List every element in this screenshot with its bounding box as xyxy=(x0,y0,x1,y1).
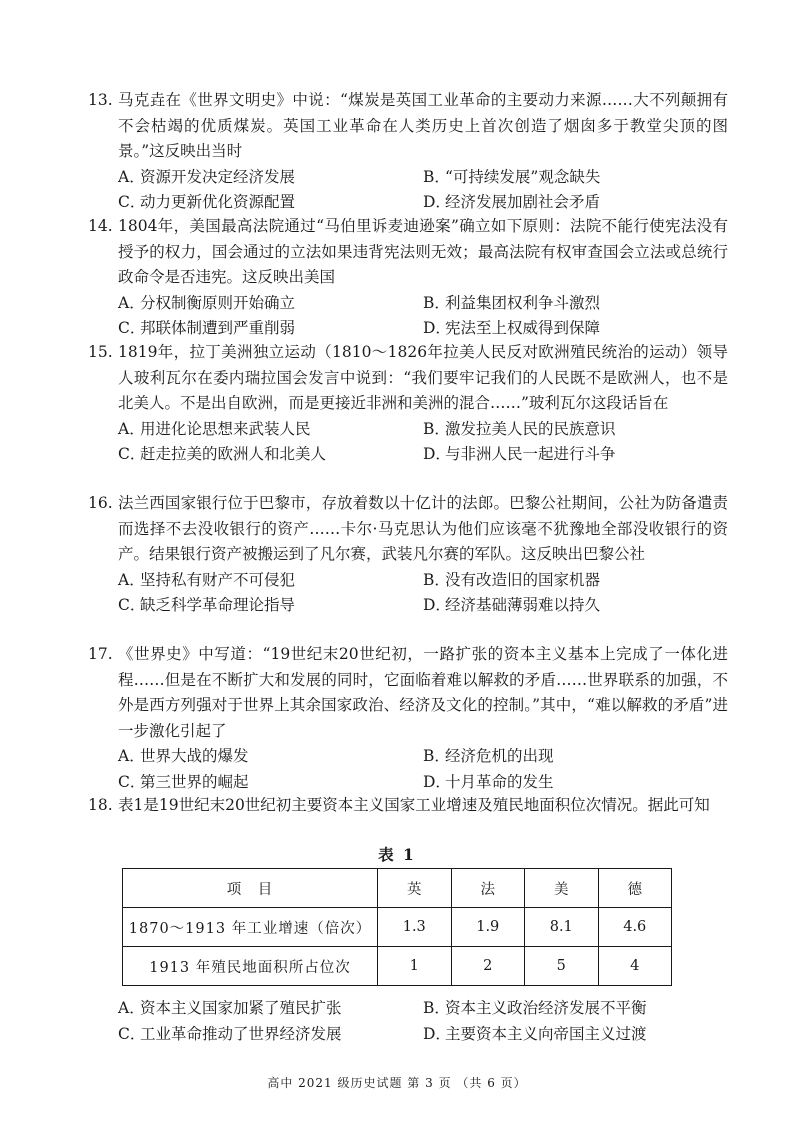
option-c[interactable]: C．工业革命推动了世界经济发展 xyxy=(118,1024,342,1043)
question-text: 法兰西国家银行位于巴黎市，存放着数以十亿计的法郎。巴黎公社期间，公社为防备遣责而选择不去没收银行的资产……卡尔·马克思认为他们应该毫不犹豫地全部没收银行的资产。结果银行资产被搬运到了凡尔赛，武装凡尔赛的军队。这反映出巴黎公社 xyxy=(118,494,728,563)
question-stem xyxy=(88,793,728,819)
page-footer: 高中 2021 级历史试题 第 3 页 （共 6 页） xyxy=(267,1076,527,1090)
table-header-cell: 英 xyxy=(378,869,452,908)
option-b[interactable]: B．资本主义政治经济发展不平衡 xyxy=(423,999,647,1017)
option-d[interactable]: D．经济发展加剧社会矛盾 xyxy=(423,193,601,211)
options xyxy=(88,417,728,468)
options xyxy=(88,291,728,342)
option-b[interactable]: B．激发拉美人民的民族意识 xyxy=(423,419,616,438)
table-header-cell: 美 xyxy=(525,869,599,908)
question-text: 1819年，拉丁美洲独立运动（1810～1826年拉美人民反对欧洲殖民统治的运动）领导人玻利瓦尔在委内瑞拉国会发言中说到：“我们要牢记我们的人民既不是欧洲人，也不是北美人。不是出自欧洲，而是更接近非洲和美洲的混合……”玻利瓦尔这段话旨在 xyxy=(118,343,728,412)
question-number: 18. xyxy=(88,796,113,814)
option-a[interactable]: A．世界大战的爆发 xyxy=(118,747,249,765)
table-cell: 1870～1913 年工业增速（倍次） xyxy=(123,908,378,947)
option-d[interactable]: D．经济基础薄弱难以持久 xyxy=(423,596,601,614)
option-a[interactable]: A．分权制衡原则开始确立 xyxy=(118,293,296,312)
table-cell: 1913 年殖民地面积所占位次 xyxy=(123,947,378,986)
option-b[interactable]: B．经济危机的出现 xyxy=(423,747,554,765)
question-stem xyxy=(88,340,728,417)
question-stem xyxy=(88,491,728,568)
table-title: 表 1 xyxy=(378,845,416,864)
option-c[interactable]: C．第三世界的崛起 xyxy=(118,772,249,791)
question-18-options xyxy=(88,996,728,1047)
table-cell: 1 xyxy=(378,947,452,986)
option-c[interactable]: C．缺乏科学革命理论指导 xyxy=(118,596,296,614)
option-b[interactable]: B．“可持续发展”观念缺失 xyxy=(423,167,601,186)
table-cell: 4 xyxy=(598,947,672,986)
table-cell: 2 xyxy=(451,947,525,986)
question-17 xyxy=(88,642,728,795)
option-a[interactable]: A．资源开发决定经济发展 xyxy=(118,167,296,186)
question-number: 14. xyxy=(88,217,113,235)
question-number: 15. xyxy=(88,343,113,361)
table-row xyxy=(123,908,672,947)
table-cell: 5 xyxy=(525,947,599,986)
table-header-cell: 德 xyxy=(598,869,672,908)
table-row xyxy=(123,947,672,986)
option-b[interactable]: B．没有改造旧的国家机器 xyxy=(423,570,601,589)
question-stem xyxy=(88,214,728,291)
table-cell: 1.9 xyxy=(451,908,525,947)
option-a[interactable]: A．坚持私有财产不可侵犯 xyxy=(118,570,296,589)
option-c[interactable]: C．赶走拉美的欧洲人和北美人 xyxy=(118,445,327,463)
option-d[interactable]: D．十月革命的发生 xyxy=(423,772,554,791)
table-cell: 1.3 xyxy=(378,908,452,947)
question-text: 表1是19世纪末20世纪初主要资本主义国家工业增速及殖民地面积位次情况。据此可知 xyxy=(118,796,710,814)
question-text: 《世界史》中写道：“19世纪末20世纪初，一路扩张的资本主义基本上完成了一体化进程……但是在不断扩大和发展的同时，它面临着难以解救的矛盾……世界联系的加强，不外是西方列强对于世界上其余国家政治、经济及文化的控制。”其中，“难以解救的矛盾”进一步激化引起了 xyxy=(118,645,728,740)
options xyxy=(88,744,728,795)
table-cell: 4.6 xyxy=(598,908,672,947)
option-d[interactable]: D．与非洲人民一起进行斗争 xyxy=(423,445,616,463)
table-cell: 8.1 xyxy=(525,908,599,947)
options xyxy=(88,996,728,1047)
option-a[interactable]: A．资本主义国家加紧了殖民扩张 xyxy=(118,999,342,1017)
option-c[interactable]: C．邦联体制遭到严重削弱 xyxy=(118,319,296,337)
question-text: 1804年，美国最高法院通过“马伯里诉麦迪逊案”确立如下原则：法院不能行使宪法没有授予的权力，国会通过的立法如果违背宪法则无效；最高法院有权审查国会立法或总统行政命令是否违宪。这反映出美国 xyxy=(118,217,728,286)
question-number: 16. xyxy=(88,494,113,512)
question-number: 17. xyxy=(88,645,113,663)
question-text: 马克垚在《世界文明史》中说：“煤炭是英国工业革命的主要动力来源……大不列颠拥有不会枯竭的优质煤炭。英国工业革命在人类历史上首次创造了烟囱多于教堂尖顶的图景。”这反映出当时 xyxy=(118,91,728,160)
options xyxy=(88,568,728,619)
question-number: 13. xyxy=(88,91,113,109)
question-13 xyxy=(88,88,728,216)
table-header-cell: 法 xyxy=(451,869,525,908)
option-b[interactable]: B．利益集团权利争斗激烈 xyxy=(423,293,601,312)
question-stem xyxy=(88,642,728,744)
question-stem xyxy=(88,88,728,165)
question-18 xyxy=(88,793,728,819)
question-15 xyxy=(88,340,728,468)
question-16 xyxy=(88,491,728,619)
option-d[interactable]: D．宪法至上权威得到保障 xyxy=(423,319,601,337)
data-table xyxy=(122,868,672,986)
options xyxy=(88,165,728,216)
table-header-row xyxy=(123,869,672,908)
table-header-cell: 项 目 xyxy=(123,869,378,908)
option-c[interactable]: C．动力更新优化资源配置 xyxy=(118,193,296,211)
option-d[interactable]: D．主要资本主义向帝国主义过渡 xyxy=(423,1024,647,1043)
question-14 xyxy=(88,214,728,342)
option-a[interactable]: A．用进化论思想来武装人民 xyxy=(118,419,311,438)
